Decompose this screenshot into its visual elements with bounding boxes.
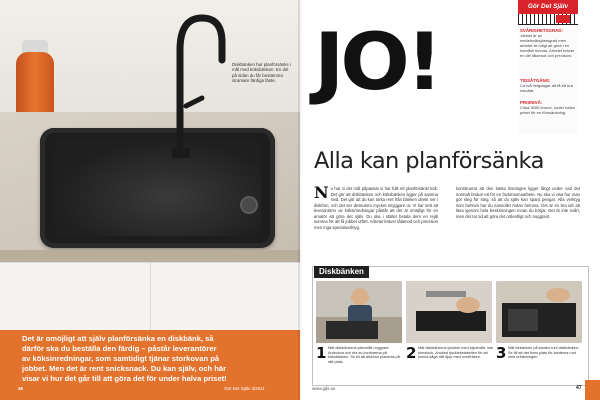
difficulty-heading: SVÅRIGHETSGRAD: [520,28,563,33]
step-1-text: Mät diskbänkens yttermått noggrant. Anteckna och rita av konturerna på köksbänken. Se till att diskhon placeras på rätt plats. [328,346,400,364]
sidebar-header-text: Gör Det Själv [527,3,569,10]
steps-title: Diskbänken [314,266,369,278]
website: www.gds.se [312,386,336,391]
drop-cap: N [314,183,329,202]
step-2-number: 2 [406,344,417,362]
step-1-photo [316,281,402,343]
body-text: u har vi det mål påpassat vi har fullt ett planförsänkt kök. Det gör att diskbänken och köksbänken ligger på samma nivå. Det gör att du kan torka rent från bänken direkt ner i diskhon, och det ser dessutom mycket snyggare ut. Vi har sett att leverantörer av köksinredningar påstår att det är omöjligt för en amatör att göra det själv. Du ska i stället betala dem en rejäl summa för att få jobbet utfört. Arbetet kräver tålamod och precision men inga specialverktyg. [314,186,438,230]
sidebar-difficulty [520,28,576,58]
step-2-photo [406,281,492,343]
intro-line: därför ska du beställa den färdig – påstår leverantörer [22,344,217,353]
difficulty-text: Jobbet är av medelsvårighetsgrad men arbetet är roligt att göra i en handfull timmar. Arbetet kräver en del tålamod och precision. [520,33,575,58]
page-gutter [298,0,302,400]
sidebar-header [518,0,578,14]
step-3-number: 3 [496,344,507,362]
ruler-red-marker [556,15,570,23]
corner-tab [585,380,600,400]
step-1-number: 1 [316,344,327,362]
countertop-edge [0,250,300,262]
intro-line: av köksinredningar, som samtidigt tjänar storkovan på [22,354,220,363]
sidebar-price [520,100,576,115]
step-3-text: Mät förbänken på kanten runt diskbänken. Se till att det finns plats för kanterna runt hela urfräsningen. [508,346,579,360]
cabinet-divider [150,262,151,332]
step-3-photo [496,281,582,343]
body-text: konstruerar att den bästa lösningen ligger långt under vad det normalt brukar ett för en fackmannaarbete. Nu ska vi visa hur man gör steg för steg, så att du själv kan spara pengar. Alla verktyg som behövs har du sannolikt redan hemma. Det är en bra idé att läsa igenom hela beskrivningen innan du börjar. Det är inte svårt, men det tar tid att göra det ordentligt och noggrant. [456,186,580,219]
sink-drain [240,196,258,214]
sidebar-time [520,78,576,93]
price-heading: PRISNIVÅ: [520,100,543,105]
left-folio [18,386,265,391]
intro-line: visar vi hur det går till att göra det för under halva priset! [22,374,227,383]
right-page-number: 47 [576,385,582,391]
faucet-illustration [150,10,230,160]
body-column-2 [456,186,580,219]
headline: JO! [314,18,439,108]
photo-caption: Diskbänken har planförsänks i mål med köksbänken. En del på sidan du får bestämma stramare färdiga fäste. [232,62,291,84]
body-column-1 [314,183,438,230]
intro-line: Det är omöjligt att själv planförsänka en diskbänk, så [22,334,214,343]
issue-number: 4/2011 [251,386,265,391]
price-text: Cirka 3000 kronor, under halva priset för en förnsänkning. [520,105,575,115]
time-heading: TIDSÅTGÅNG: [520,78,551,83]
step-2-text: Mät diskbänkens tjocklek med skjutmått, inte tumstock. Använd tjocklekstabellen för att kunna såga rätt djup med overfräsen. [418,346,494,360]
time-text: Ca två helgdagar att få ett bra resultat. [520,83,573,93]
subtitle: Alla kan planförsänka [314,148,544,174]
magazine-name: Gör Det Själv [224,386,251,391]
intro-text [22,334,288,384]
left-page-number: 46 [18,386,23,391]
intro-line: jobbet. Men det är rent snicksnack. Du kan själv, och här [22,364,227,373]
